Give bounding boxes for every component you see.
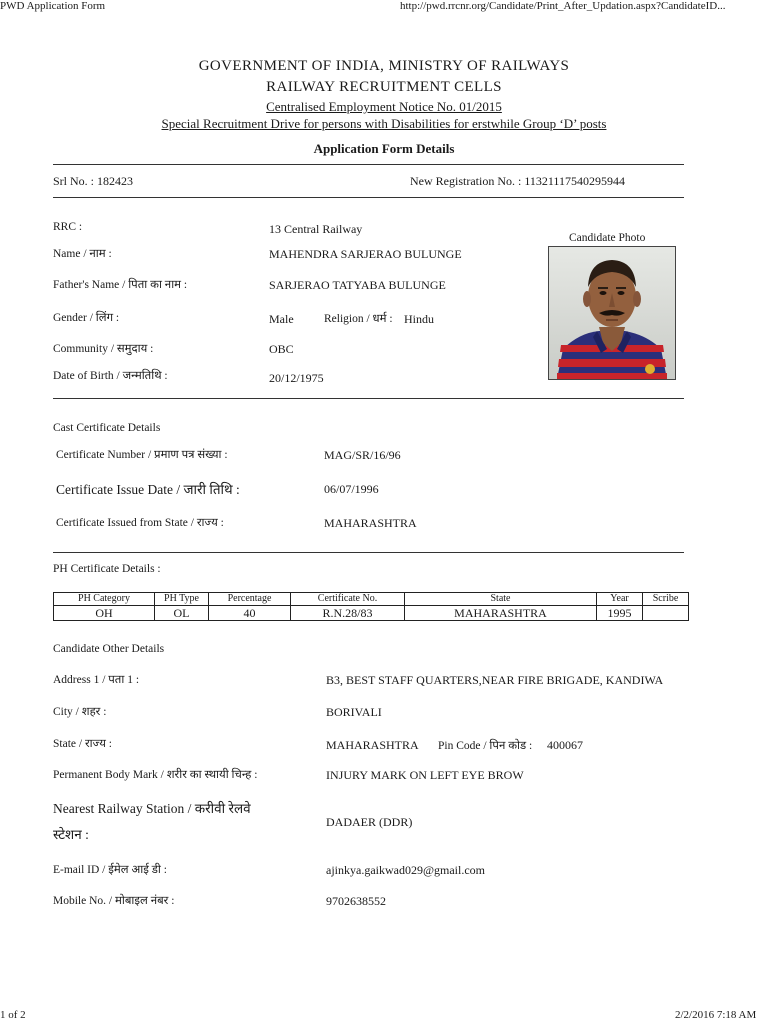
table-cell: MAHARASHTRA [405, 606, 597, 621]
column-header: PH Category [54, 593, 155, 606]
table-cell: OH [54, 606, 155, 621]
column-header: State [405, 593, 597, 606]
state-label: State / राज्य : [53, 738, 112, 750]
cast-state-value: MAHARASHTRA [324, 516, 417, 530]
pin-code-value: 400067 [547, 738, 583, 752]
cast-cert-no-value: MAG/SR/16/96 [324, 448, 401, 462]
table-header-row [54, 593, 689, 606]
email-label: E-mail ID / ईमेल आई डी : [53, 864, 167, 876]
column-header: Scribe [643, 593, 689, 606]
mobile-label: Mobile No. / मोबाइल नंबर : [53, 895, 175, 907]
table-cell: 1995 [597, 606, 643, 621]
cast-cert-no-label: Certificate Number / प्रमाण पत्र संख्या : [56, 449, 228, 461]
table-cell: R.N.28/83 [291, 606, 405, 621]
table-row [54, 606, 689, 621]
divider [53, 398, 684, 399]
form-title: Application Form Details [313, 141, 455, 156]
divider [53, 164, 684, 165]
city-label: City / शहर : [53, 706, 107, 718]
body-mark-label: Permanent Body Mark / शरीर का स्थायी चिन्ह : [53, 769, 258, 781]
community-label: Community / समुदाय : [53, 343, 154, 355]
address-value: B3, BEST STAFF QUARTERS,NEAR FIRE BRIGADE, KANDIWA [326, 673, 664, 687]
address-label: Address 1 / पता 1 : [53, 674, 140, 686]
ministry-heading: GOVERNMENT OF INDIA, MINISTRY OF RAILWAYS [198, 58, 570, 74]
station-label-line1: Nearest Railway Station / करीवी रेलवे [53, 801, 251, 816]
cast-state-label: Certificate Issued from State / राज्य : [56, 517, 224, 529]
dob-value: 20/12/1975 [269, 371, 324, 385]
column-header: PH Type [155, 593, 209, 606]
ph-section-title: PH Certificate Details : [53, 563, 161, 575]
table-cell: 40 [209, 606, 291, 621]
father-name-label: Father's Name / पिता का नाम : [53, 279, 188, 291]
station-label-line2: स्टेशन : [53, 827, 89, 842]
mobile-value: 9702638552 [326, 894, 386, 908]
divider [53, 552, 684, 553]
column-header: Certificate No. [291, 593, 405, 606]
page-count: 1 of 2 [0, 1009, 26, 1021]
father-name-value: SARJERAO TATYABA BULUNGE [269, 278, 446, 292]
column-header: Percentage [209, 593, 291, 606]
cast-issue-date-label: Certificate Issue Date / जारी तिथि : [56, 482, 240, 497]
city-value: BORIVALI [326, 705, 382, 719]
drive-heading: Special Recruitment Drive for persons with Disabilities for erstwhile Group ‘D’ posts [161, 116, 607, 131]
ph-certificate-table [53, 592, 689, 621]
dob-label: Date of Birth / जन्मतिथि : [53, 370, 168, 382]
station-value: DADAER (DDR) [326, 815, 413, 829]
community-value: OBC [269, 342, 294, 356]
rrc-heading: RAILWAY RECRUITMENT CELLS [266, 79, 502, 95]
rrc-label: RRC : [53, 221, 83, 233]
name-label: Name / नाम : [53, 248, 112, 260]
print-datetime: 2/2/2016 7:18 AM [675, 1009, 757, 1021]
religion-label: Religion / धर्म : [324, 313, 393, 325]
name-value: MAHENDRA SARJERAO BULUNGE [269, 247, 462, 261]
notice-heading: Centralised Employment Notice No. 01/2015 [266, 99, 502, 114]
divider [53, 197, 684, 198]
state-value: MAHARASHTRA [326, 738, 419, 752]
candidate-photo [548, 246, 676, 380]
pin-code-label: Pin Code / पिन कोड : [438, 740, 533, 752]
column-header: Year [597, 593, 643, 606]
body-mark-value: INJURY MARK ON LEFT EYE BROW [326, 768, 524, 782]
email-value: ajinkya.gaikwad029@gmail.com [326, 863, 486, 877]
page-url[interactable]: http://pwd.rrcnr.org/Candidate/Print_After_Updation.aspx?CandidateID... [400, 0, 726, 12]
cast-section-title: Cast Certificate Details [53, 422, 161, 434]
gender-value: Male [269, 312, 294, 326]
religion-value: Hindu [404, 312, 434, 326]
table-cell: OL [155, 606, 209, 621]
srl-no: Srl No. : 182423 [53, 174, 134, 188]
page-title-header: PWD Application Form [0, 0, 106, 12]
table-cell [643, 606, 689, 621]
candidate-photo-label: Candidate Photo [569, 232, 646, 244]
cast-issue-date-value: 06/07/1996 [324, 482, 379, 496]
rrc-value: 13 Central Railway [269, 222, 363, 236]
other-section-title: Candidate Other Details [53, 643, 165, 655]
new-registration-no: New Registration No. : 11321117540295944 [410, 174, 625, 188]
gender-label: Gender / लिंग : [53, 312, 120, 324]
